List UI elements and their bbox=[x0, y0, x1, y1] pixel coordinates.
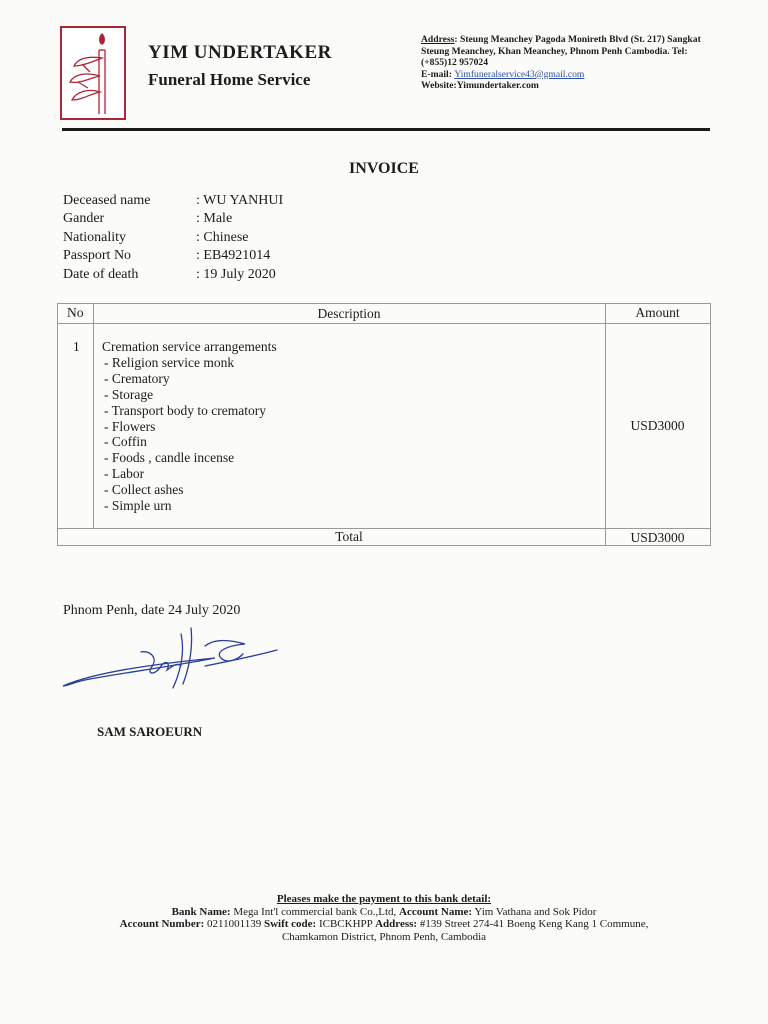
address-label: Address bbox=[421, 34, 455, 45]
service-item: - Religion service monk bbox=[104, 354, 235, 370]
bank-details bbox=[0, 893, 768, 944]
field-value: : EB4921014 bbox=[196, 248, 271, 264]
field-label: Passport No bbox=[63, 248, 132, 264]
service-item: - Transport body to crematory bbox=[104, 402, 266, 418]
service-item: - Storage bbox=[104, 386, 154, 402]
email-link[interactable]: Yimfuneralservice43@gmail.com bbox=[454, 68, 585, 80]
bank-heading: Pleases make the payment to this bank detail: bbox=[276, 893, 492, 905]
company-contact-block bbox=[421, 34, 711, 92]
place-date: Phnom Penh, date 24 July 2020 bbox=[63, 603, 241, 618]
service-item: - Collect ashes bbox=[104, 482, 184, 498]
service-title: Cremation service arrangements bbox=[102, 339, 277, 354]
company-name: YIM UNDERTAKER bbox=[148, 42, 332, 63]
column-header-no: No bbox=[67, 305, 84, 320]
total-amount: USD3000 bbox=[630, 530, 685, 545]
field-label: Deceased name bbox=[63, 193, 151, 208]
table-border bbox=[57, 323, 711, 324]
field-value: : 19 July 2020 bbox=[196, 266, 276, 282]
invoice-title: INVOICE bbox=[349, 160, 419, 177]
service-description bbox=[102, 339, 277, 514]
table-border bbox=[93, 303, 94, 529]
column-header-description: Description bbox=[317, 306, 381, 321]
candle-leaves-logo-icon bbox=[62, 28, 124, 118]
bank-line-2 bbox=[0, 918, 768, 943]
swift-value: ICBCKHPP bbox=[316, 918, 376, 931]
table-border bbox=[57, 303, 711, 304]
swift-label: Swift code: bbox=[263, 918, 317, 931]
bank-line-1 bbox=[0, 906, 768, 919]
table-border bbox=[57, 303, 58, 546]
company-logo bbox=[60, 26, 126, 120]
service-item: - Simple urn bbox=[104, 498, 172, 514]
bank-address-value: #139 Street 274-41 Boeng Keng Kang 1 Commune, Chamkamon District, Phnom Penh, Cambodia bbox=[281, 918, 649, 944]
signer-name: SAM SAROEURN bbox=[97, 724, 203, 739]
invoice-table bbox=[57, 303, 711, 546]
bank-name-label: Bank Name: bbox=[171, 905, 231, 918]
field-value: : WU YANHUI bbox=[196, 193, 284, 208]
row-number: 1 bbox=[73, 339, 80, 354]
company-subtitle: Funeral Home Service bbox=[148, 70, 311, 89]
field-value: : Male bbox=[196, 211, 233, 227]
service-item: - Coffin bbox=[104, 434, 147, 450]
total-label: Total bbox=[335, 529, 363, 544]
field-label: Date of death bbox=[63, 266, 139, 282]
account-name-label: Account Name: bbox=[399, 905, 473, 918]
address-text: : Steung Meanchey Pagoda Monireth Blvd (St. 217) Sangkat Steung Meanchey, Khan Meanchey, Phnom Penh Cambodia. Tel: (+855)12 957024 bbox=[421, 34, 701, 69]
website-text: Website:Yimundertaker.com bbox=[421, 80, 539, 92]
email-label: E-mail: bbox=[421, 68, 452, 80]
service-item: - Foods , candle incense bbox=[104, 450, 235, 466]
bank-address-label: Address: bbox=[375, 918, 418, 931]
service-item: - Labor bbox=[104, 466, 145, 482]
service-item: - Crematory bbox=[104, 370, 170, 386]
field-label: Gander bbox=[63, 211, 105, 227]
service-items bbox=[102, 355, 277, 514]
account-number-value: 0211001139 bbox=[204, 918, 264, 931]
field-value: : Chinese bbox=[196, 229, 249, 245]
table-border bbox=[710, 303, 711, 546]
account-number-label: Account Number: bbox=[119, 918, 205, 931]
field-label: Nationality bbox=[63, 229, 126, 245]
column-header-amount: Amount bbox=[635, 305, 680, 320]
header-divider bbox=[62, 128, 710, 131]
account-name-value: Yim Vathana and Sok Pidor bbox=[472, 905, 597, 918]
handwritten-signature-icon bbox=[55, 622, 285, 697]
row-amount: USD3000 bbox=[630, 418, 685, 433]
bank-name-value: Mega Int'l commercial bank Co.,Ltd, bbox=[230, 905, 400, 918]
service-item: - Flowers bbox=[104, 418, 156, 434]
